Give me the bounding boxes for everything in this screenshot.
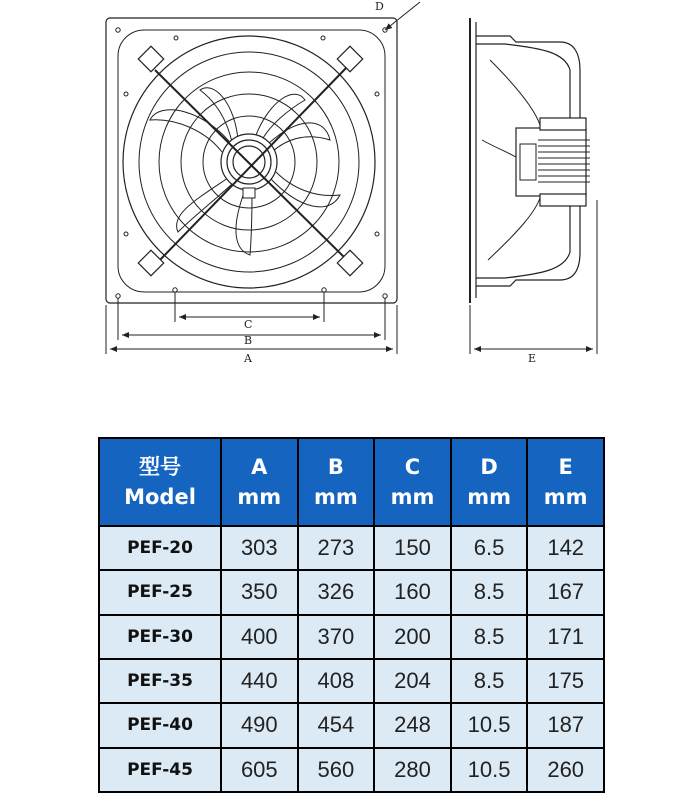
- header-b: B mm: [298, 438, 375, 526]
- header-e: E mm: [527, 438, 604, 526]
- cell-c: 150: [374, 526, 451, 570]
- cell-e: 175: [527, 659, 604, 703]
- dim-label-b: B: [244, 334, 253, 347]
- dimension-d: [385, 2, 420, 30]
- cell-d: 8.5: [451, 659, 528, 703]
- cell-b: 370: [298, 615, 375, 659]
- cell-d: 8.5: [451, 570, 528, 614]
- fan-front-view: [106, 18, 397, 303]
- dim-label-c: C: [244, 318, 253, 331]
- cell-c: 204: [374, 659, 451, 703]
- cell-e: 167: [527, 570, 604, 614]
- header-model: 型号 Model: [99, 438, 221, 526]
- cell-a: 350: [221, 570, 298, 614]
- table-row: [99, 526, 604, 570]
- cell-a: 400: [221, 615, 298, 659]
- fan-side-view: [470, 18, 590, 303]
- table-header-row: [99, 438, 604, 526]
- cell-c: 280: [374, 748, 451, 792]
- motor-wire-box: [243, 188, 255, 198]
- cell-b: 273: [298, 526, 375, 570]
- cell-d: 6.5: [451, 526, 528, 570]
- fan-technical-drawing: [0, 0, 700, 380]
- header-c: C mm: [374, 438, 451, 526]
- dim-label-a: A: [244, 352, 252, 365]
- cell-b: 326: [298, 570, 375, 614]
- dim-label-e: E: [528, 352, 537, 365]
- cell-e: 260: [527, 748, 604, 792]
- dim-label-d: D: [375, 0, 384, 13]
- cell-b: 560: [298, 748, 375, 792]
- cell-d: 8.5: [451, 615, 528, 659]
- table-row: [99, 748, 604, 792]
- cell-c: 248: [374, 703, 451, 747]
- side-dimension-e: [470, 200, 597, 354]
- cell-b: 408: [298, 659, 375, 703]
- cell-c: 160: [374, 570, 451, 614]
- cell-model: PEF-30: [99, 615, 221, 659]
- cell-model: PEF-35: [99, 659, 221, 703]
- cell-e: 187: [527, 703, 604, 747]
- cell-d: 10.5: [451, 703, 528, 747]
- cell-b: 454: [298, 703, 375, 747]
- cell-a: 440: [221, 659, 298, 703]
- cell-d: 10.5: [451, 748, 528, 792]
- table-row: [99, 703, 604, 747]
- table-row: [99, 615, 604, 659]
- cell-model: PEF-40: [99, 703, 221, 747]
- cell-model: PEF-20: [99, 526, 221, 570]
- side-upper-flange: [476, 36, 580, 130]
- table-row: [99, 659, 604, 703]
- specification-table: [98, 437, 605, 793]
- cell-model: PEF-25: [99, 570, 221, 614]
- cell-c: 200: [374, 615, 451, 659]
- header-a: A mm: [221, 438, 298, 526]
- cell-a: 490: [221, 703, 298, 747]
- cell-model: PEF-45: [99, 748, 221, 792]
- cell-e: 142: [527, 526, 604, 570]
- cell-a: 303: [221, 526, 298, 570]
- cell-a: 605: [221, 748, 298, 792]
- header-d: D mm: [451, 438, 528, 526]
- table-row: [99, 570, 604, 614]
- cell-e: 171: [527, 615, 604, 659]
- side-lower-flange: [476, 200, 580, 286]
